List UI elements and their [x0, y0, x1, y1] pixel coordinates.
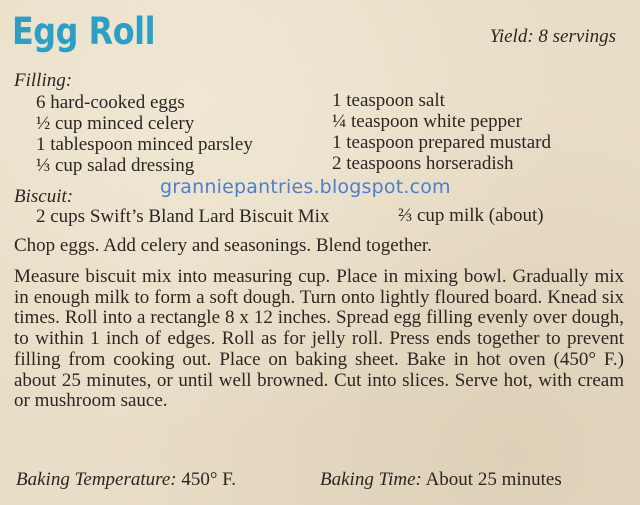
filling-item: 1 teaspoon salt [332, 90, 445, 111]
baking-time-label: Baking Time: [320, 469, 422, 490]
biscuit-item: ⅔ cup milk (about) [398, 205, 544, 226]
blog-watermark: granniepantries.blogspot.com [160, 176, 451, 198]
filling-item: ½ cup minced celery [36, 113, 195, 134]
filling-item: 1 teaspoon prepared mustard [332, 132, 551, 153]
filling-label: Filling: [14, 70, 73, 91]
baking-time-value: About 25 minutes [425, 469, 562, 490]
filling-item: 1 tablespoon minced parsley [36, 134, 253, 155]
baking-temperature [16, 469, 236, 491]
filling-item: 6 hard-cooked eggs [36, 92, 185, 113]
recipe-title: Egg Roll [12, 10, 156, 53]
baking-temperature-label: Baking Temperature: [16, 469, 177, 490]
recipe-yield: Yield: 8 servings [489, 26, 616, 47]
instruction-paragraph: Measure biscuit mix into measuring cup. Place in mixing bowl. Gradually mix in enough milk to form a soft dough. Turn onto lightly floured board. Knead six times. Roll into a rectangle 8 x 12 inches. Spread egg filling evenly over dough, to within 1 inch of edges. Roll as for jelly roll. Press ends together to prevent filling from cooking out. Place on baking sheet. Bake in hot oven (450° F.) about 25 minutes, or until well browned. Cut into slices. Serve hot, with cream or mushroom sauce. [14, 266, 624, 412]
filling-item: ¼ teaspoon white pepper [332, 111, 522, 132]
filling-item: ⅓ cup salad dressing [36, 155, 195, 176]
instruction-paragraph: Chop eggs. Add celery and seasonings. Blend together. [14, 235, 432, 256]
baking-temperature-value: 450° F. [181, 469, 237, 490]
filling-item: 2 teaspoons horseradish [332, 153, 514, 174]
baking-time [320, 469, 562, 491]
biscuit-item: 2 cups Swift’s Bland Lard Biscuit Mix [36, 206, 330, 227]
biscuit-label: Biscuit: [14, 186, 74, 207]
